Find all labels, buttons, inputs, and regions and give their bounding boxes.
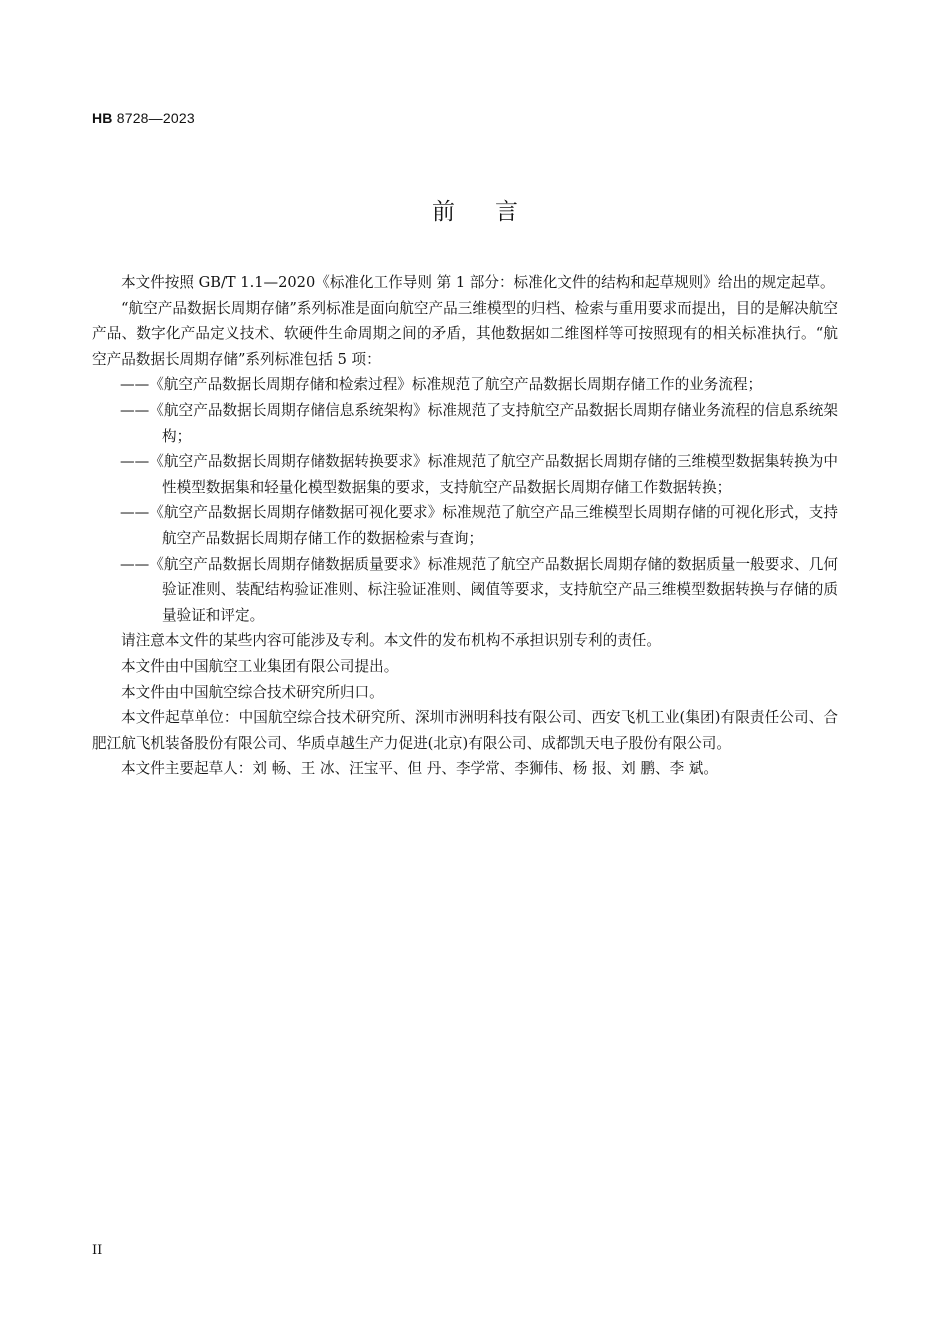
- document-code: [92, 110, 195, 126]
- paragraph-centralized-by: 本文件由中国航空综合技术研究所归口。: [121, 683, 384, 701]
- list-item: ——《航空产品数据长周期存储数据可视化要求》标准规范了航空产品三维模型长周期存储的可视化形式，支持航空产品数据长周期存储工作的数据检索与查询；: [120, 504, 838, 547]
- list-item: ——《航空产品数据长周期存储数据质量要求》标准规范了航空产品数据长周期存储的数据质量一般要求、几何验证准则、装配结构验证准则、标注验证准则、阈值等要求，支持航空产品三维模型数据转换与存储的质量验证和评定。: [120, 555, 838, 624]
- paragraph-drafting-units: 本文件起草单位：中国航空综合技术研究所、深圳市洲明科技有限公司、西安飞机工业(集团)有限责任公司、合肥江航飞机装备股份有限公司、华质卓越生产力促进(北京)有限公司、成都凯天电子股份有限公司。: [92, 709, 838, 752]
- list-item: ——《航空产品数据长周期存储信息系统架构》标准规范了支持航空产品数据长周期存储业务流程的信息系统架构；: [120, 401, 838, 445]
- paragraph-patent-notice: 请注意本文件的某些内容可能涉及专利。本文件的发布机构不承担识别专利的责任。: [121, 632, 661, 650]
- document-code-number: 8728—2023: [116, 110, 195, 126]
- paragraph-drafters: 本文件主要起草人：刘 畅、王 冰、汪宝平、但 丹、李学常、李狮伟、杨 报、刘 鹏、李 斌。: [121, 760, 718, 778]
- list-item: ——《航空产品数据长周期存储和检索过程》标准规范了航空产品数据长周期存储工作的业务流程；: [120, 376, 763, 394]
- document-code-prefix: HB: [92, 110, 113, 126]
- paragraph-proposer: 本文件由中国航空工业集团有限公司提出。: [121, 657, 399, 675]
- preface-body: [92, 270, 838, 782]
- paragraph-drafting-rules: 本文件按照 GB/T 1.1—2020《标准化工作导则 第 1 部分：标准化文件的结构和起草规则》给出的规定起草。: [121, 274, 835, 291]
- page-title: 前言: [432, 199, 558, 225]
- page-number: II: [92, 1243, 103, 1258]
- list-item: ——《航空产品数据长周期存储数据转换要求》标准规范了航空产品数据长周期存储的三维模型数据集转换为中性模型数据集和轻量化模型数据集的要求，支持航空产品数据长周期存储工作数据转换；: [120, 453, 838, 496]
- paragraph-series-intro: “航空产品数据长周期存储”系列标准是面向航空产品三维模型的归档、检索与重用要求而提出，目的是解决航空产品、数字化产品定义技术、软硬件生命周期之间的矛盾，其他数据如二维图样等可按照现有的相关标准执行。“航空产品数据长周期存储”系列标准包括 5 项：: [92, 299, 838, 368]
